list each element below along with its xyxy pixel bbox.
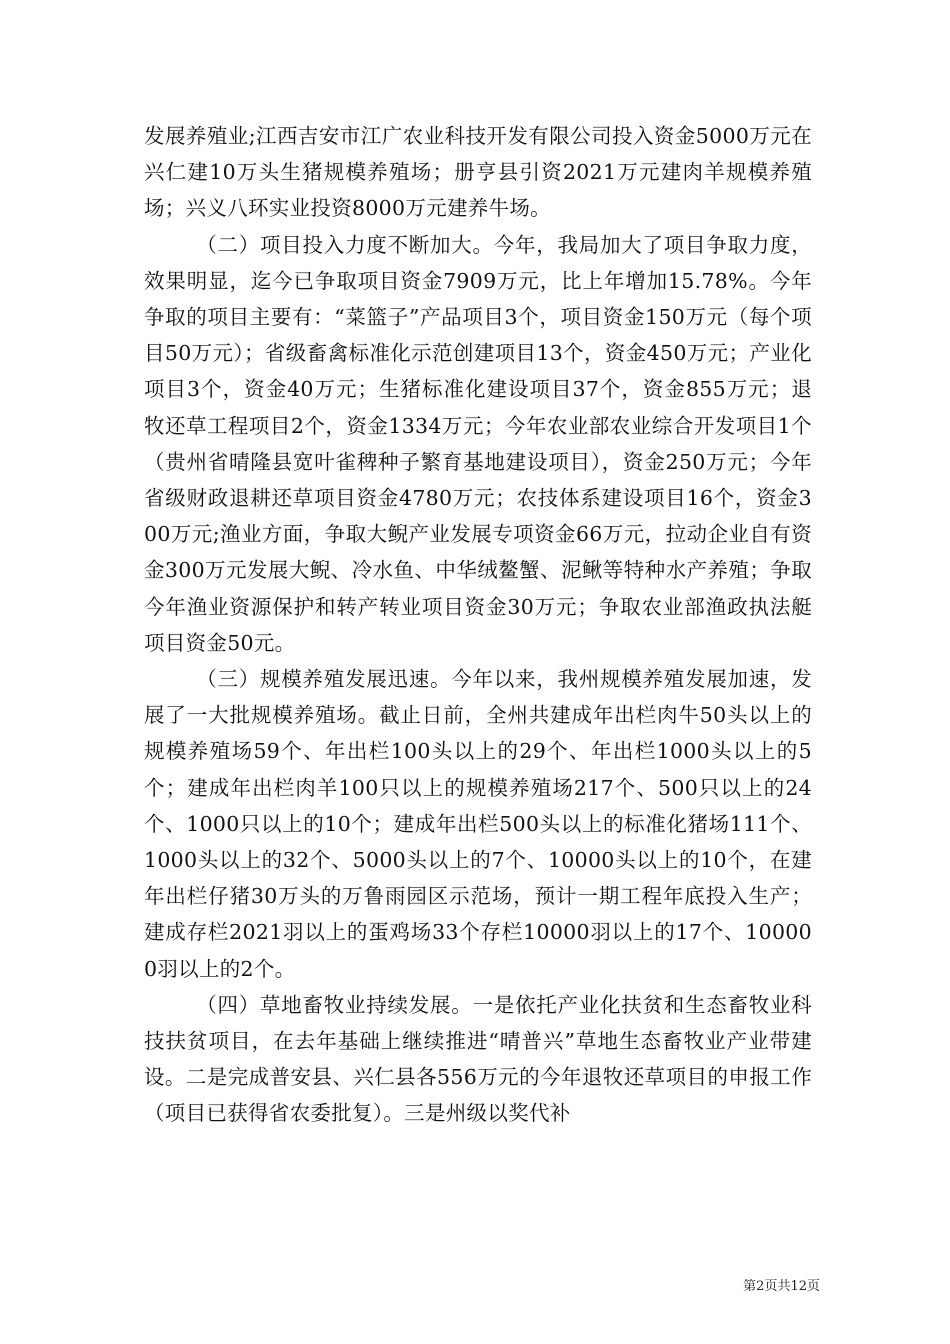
paragraph-grassland-husbandry: （四）草地畜牧业持续发展。一是依托产业化扶贫和生态畜牧业科技扶贫项目，在去年基础上继续推进“晴普兴”草地生态畜牧业产业带建设。二是完成普安县、兴仁县各556万元的今年退牧还草项目的申报工作（项目已获得省农委批复）。三是州级以奖代补 (144, 992, 812, 1126)
paragraph-project-investment: （二）项目投入力度不断加大。今年，我局加大了项目争取力度，效果明显，迄今已争取项目资金7909万元，比上年增加15.78%。今年争取的项目主要有：“菜篮子”产品项目3个，项目资金150万元（每个项目50万元）；省级畜禽标准化示范创建项目13个，资金450万元；产业化项目3个，资金40万元；生猪标准化建设项目37个，资金855万元；退牧还草工程项目2个，资金1334万元；今年农业部农业综合开发项目1个（贵州省晴隆县宽叶雀稗种子繁育基地建设项目），资金250万元；今年省级财政退耕还草项目资金4780万元；农技体系建设项目16个，资金300万元;渔业方面，争取大鲵产业发展专项资金66万元，拉动企业自有资金300万元发展大鲵、冷水鱼、中华绒鳌蟹、泥鳅等特种水产养殖；争取今年渔业资源保护和转产转业项目资金30万元；争取农业部渔政执法艇项目资金50元。 (144, 232, 812, 655)
paragraph-scale-breeding: （三）规模养殖发展迅速。今年以来，我州规模养殖发展加速，发展了一大批规模养殖场。截止日前，全州共建成年出栏肉牛50头以上的规模养殖场59个、年出栏100头以上的29个、年出栏1000头以上的5个；建成年出栏肉羊100只以上的规模养殖场217个、500只以上的24个、1000只以上的10个；建成年出栏500头以上的标准化猪场111个、1000头以上的32个、5000头以上的7个、10000头以上的10个，在建年出栏仔猪30万头的万鲁雨园区示范场，预计一期工程年底投入生产；建成存栏2021羽以上的蛋鸡场33个存栏10000羽以上的17个、100000羽以上的2个。 (144, 667, 812, 981)
page-number: 第2页共12页 (743, 1279, 820, 1294)
body-text (144, 118, 812, 1132)
paragraph-continuation: 发展养殖业;江西吉安市江广农业科技开发有限公司投入资金5000万元在兴仁建10万头生猪规模养殖场；册亨县引资2021万元建肉羊规模养殖场；兴义八环实业投资8000万元建养牛场。 (144, 124, 812, 221)
